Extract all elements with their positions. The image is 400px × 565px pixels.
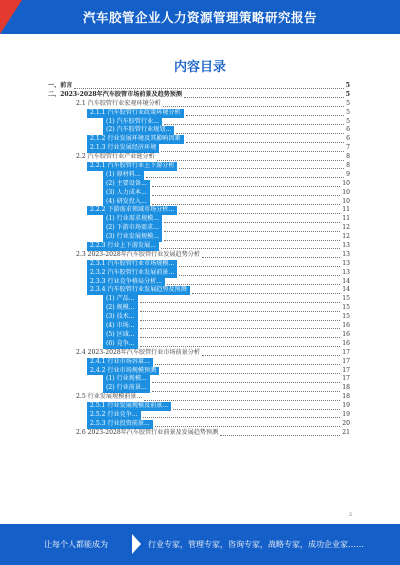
toc-entry-title: 2.2.2 下游需求领域市场分析... (87, 206, 177, 215)
toc-entry-title: (1) 行业需求规模... (103, 215, 162, 224)
toc-leader-dots (202, 252, 340, 258)
toc-entry[interactable] (48, 375, 350, 384)
toc-entry[interactable] (48, 82, 350, 91)
toc-entry-page: 21 (342, 428, 350, 436)
toc-entry-page: 18 (342, 393, 350, 401)
toc-entry-title: (6) 竞争... (103, 340, 138, 349)
toc-leader-dots (164, 226, 340, 232)
toc-entry-title: 2.2.1 汽车胶管行业上下游分析 (87, 162, 177, 171)
toc-entry-title: 2.5.1 行业发展规模及前景... (87, 402, 171, 411)
toc-entry[interactable] (48, 118, 350, 127)
toc-entry-title: (2) 行业前景... (103, 384, 150, 393)
toc-entry-title: 2.5.2 行业竞争... (87, 411, 141, 420)
toc-leader-dots (140, 332, 341, 338)
toc-entry[interactable] (48, 189, 350, 198)
toc-leader-dots (152, 181, 340, 187)
toc-entry-title: 2.5.3 行业投资前景... (87, 420, 153, 429)
toc-entry-page: 13 (342, 259, 350, 267)
toc-entry-page: 8 (346, 153, 350, 161)
toc-entry-page: 5 (345, 90, 350, 98)
toc-entry-page: 19 (342, 410, 350, 418)
toc-entry-page: 17 (342, 357, 350, 365)
toc-entry-title: 2.4.2 行业市场规模预测 (87, 367, 159, 376)
toc-entry-title: (2) 汽车胶管行业规划... (103, 126, 174, 135)
toc-entry-title: (4) 研发投入... (103, 198, 150, 207)
toc-leader-dots (163, 101, 344, 107)
table-of-contents (48, 82, 350, 438)
toc-entry-page: 18 (342, 384, 350, 392)
toc-entry-page: 10 (342, 188, 350, 196)
toc-leader-dots (140, 297, 341, 303)
toc-entry[interactable] (48, 384, 350, 393)
toc-entry-page: 5 (346, 99, 350, 107)
toc-entry[interactable] (48, 411, 350, 420)
toc-leader-dots (74, 83, 343, 89)
toc-leader-dots (184, 92, 344, 98)
toc-entry-page: 6 (346, 126, 350, 134)
toc-entry-page: 11 (342, 206, 350, 214)
footer-roles: 行业专家，管理专家，咨询专家，战略专家，成功企业家…… (148, 540, 364, 549)
toc-leader-dots (179, 270, 340, 276)
toc-entry-title: 2.2.3 行业上下游发展... (87, 242, 159, 251)
report-footer (0, 524, 400, 565)
toc-entry-title: 2.1.1 汽车胶管行业政策环境分析 (87, 109, 184, 118)
toc-entry[interactable] (48, 313, 350, 322)
toc-entry-title: (1) 原材料... (103, 171, 144, 180)
toc-leader-dots (202, 350, 340, 356)
toc-entry[interactable] (48, 367, 350, 376)
toc-leader-dots (192, 288, 341, 294)
toc-entry[interactable] (48, 420, 350, 429)
toc-leader-dots (152, 377, 340, 383)
toc-leader-dots (140, 323, 341, 329)
toc-entry[interactable] (48, 206, 350, 215)
toc-entry-page: 9 (346, 170, 350, 178)
toc-leader-dots (140, 341, 341, 347)
toc-entry[interactable] (48, 135, 350, 144)
toc-entry-page: 12 (342, 224, 350, 232)
toc-entry[interactable] (48, 340, 350, 349)
toc-entry[interactable] (48, 322, 350, 331)
toc-leader-dots (146, 172, 344, 178)
toc-entry-title: (3) 技术... (103, 313, 138, 322)
toc-leader-dots (161, 368, 340, 374)
toc-entry-page: 11 (342, 215, 350, 223)
toc-entry-page: 6 (346, 135, 350, 143)
toc-leader-dots (152, 199, 340, 205)
toc-leader-dots (220, 430, 340, 436)
toc-entry-page: 17 (342, 375, 350, 383)
toc-entry-title: 2.4 2023-2028年汽车胶管行业市场前景分析 (76, 348, 200, 356)
toc-leader-dots (161, 146, 344, 152)
toc-leader-dots (144, 395, 340, 401)
toc-entry[interactable] (48, 304, 350, 313)
toc-entry-title: (5) 区域... (103, 331, 138, 340)
toc-entry-title: (1) 行业规模... (103, 375, 150, 384)
toc-entry-page: 15 (342, 295, 350, 303)
toc-leader-dots (155, 421, 340, 427)
report-title: 汽车胶管企业人力资源管理策略研究报告 (82, 10, 317, 25)
toc-entry-page: 15 (342, 313, 350, 321)
toc-entry[interactable] (48, 171, 350, 180)
toc-leader-dots (164, 119, 344, 125)
toc-entry[interactable] (48, 162, 350, 171)
toc-entry-page: 12 (342, 233, 350, 241)
toc-entry[interactable] (48, 429, 350, 438)
toc-entry-title: (2) 规模... (103, 304, 138, 313)
toc-leader-dots (186, 137, 345, 143)
toc-entry-page: 15 (342, 304, 350, 312)
toc-entry[interactable] (48, 331, 350, 340)
toc-entry-title: 2.3.1 汽车胶管行业市场规模... (87, 260, 177, 269)
toc-entry-page: 10 (342, 197, 350, 205)
toc-entry-title: 2.3.4 汽车胶管行业发展趋势及预测 (87, 286, 190, 295)
toc-entry[interactable] (48, 144, 350, 153)
toc-leader-dots (157, 155, 344, 161)
toc-entry[interactable] (48, 242, 350, 251)
toc-entry-title: (1) 产品... (103, 295, 138, 304)
toc-entry[interactable] (48, 224, 350, 233)
toc-entry[interactable] (48, 215, 350, 224)
toc-entry-title: 2.3 2023-2028年汽车胶管行业发展趋势分析 (76, 250, 200, 258)
toc-entry-page: 16 (342, 330, 350, 338)
toc-entry-page: 13 (342, 268, 350, 276)
arrow-right-icon (132, 534, 141, 554)
toc-entry[interactable] (48, 295, 350, 304)
toc-entry-title: 2.1.3 行业发展经济环境 (87, 144, 159, 153)
toc-entry-page: 5 (346, 117, 350, 125)
toc-leader-dots (152, 386, 340, 392)
toc-leader-dots (164, 217, 340, 223)
toc-entry[interactable] (48, 349, 350, 358)
toc-entry[interactable] (48, 109, 350, 118)
toc-entry-title: 一、前言 (48, 82, 73, 89)
toc-entry-title: 2.5 行业发展规模前景... (76, 393, 143, 401)
toc-entry[interactable] (48, 126, 350, 135)
toc-entry[interactable] (48, 153, 350, 162)
toc-entry-title: 2.2 汽车胶管行业产业链分析 (76, 153, 155, 161)
toc-entry-page: 17 (342, 366, 350, 374)
toc-entry[interactable] (48, 402, 350, 411)
toc-leader-dots (140, 315, 341, 321)
toc-entry[interactable] (48, 91, 350, 100)
toc-leader-dots (179, 163, 344, 169)
toc-entry-page: 5 (345, 82, 350, 89)
toc-entry[interactable] (48, 269, 350, 278)
page-number: 2 (348, 512, 352, 518)
toc-entry-title: (4) 市场... (103, 322, 138, 331)
toc-leader-dots (186, 110, 345, 116)
toc-entry-title: (1) 汽车胶管行业... (103, 118, 162, 127)
toc-leader-dots (179, 208, 340, 214)
toc-entry[interactable] (48, 393, 350, 402)
toc-entry-page: 10 (342, 179, 350, 187)
toc-entry-page: 17 (342, 348, 350, 356)
toc-entry[interactable] (48, 100, 350, 109)
toc-entry[interactable] (48, 180, 350, 189)
toc-entry[interactable] (48, 233, 350, 242)
toc-entry-title: 二、2023-2028年汽车胶管市场前景及趋势预测 (48, 90, 182, 98)
toc-leader-dots (173, 404, 340, 410)
toc-leader-dots (161, 243, 340, 249)
toc-entry-page: 8 (346, 162, 350, 170)
toc-heading: 内容目录 (173, 60, 226, 75)
toc-entry-page: 13 (342, 250, 350, 258)
toc-entry-page: 7 (346, 144, 350, 152)
toc-entry-title: 2.1 汽车胶管行业宏观环境分析 (76, 99, 161, 107)
toc-entry-page: 16 (342, 339, 350, 347)
toc-leader-dots (152, 190, 340, 196)
toc-entry-page: 19 (342, 402, 350, 410)
toc-entry[interactable] (48, 260, 350, 269)
footer-slogan: 让每个人都能成为 (44, 540, 108, 549)
toc-leader-dots (167, 279, 340, 285)
toc-entry-page: 14 (342, 277, 350, 285)
toc-entry[interactable] (48, 251, 350, 260)
toc-entry-page: 13 (342, 242, 350, 250)
toc-entry-title: 2.1.2 行业发展环境及其影响因素 (87, 135, 184, 144)
toc-entry[interactable] (48, 286, 350, 295)
toc-entry-title: (3) 行业发展规模... (103, 233, 162, 242)
toc-leader-dots (164, 235, 340, 241)
toc-entry-page: 5 (346, 108, 350, 116)
toc-leader-dots (143, 412, 341, 418)
toc-entry-page: 16 (342, 322, 350, 330)
toc-entry-page: 14 (342, 286, 350, 294)
toc-entry-title: 2.3.3 行业竞争格局分析... (87, 278, 165, 287)
toc-entry-title: 2.3.2 汽车胶管行业发展前景... (87, 269, 177, 278)
toc-entry-title: 2.6 2023-2028年汽车胶管行业前景及发展趋势预测 (76, 428, 219, 436)
toc-leader-dots (176, 128, 344, 134)
toc-entry-page: 20 (342, 419, 350, 427)
toc-entry[interactable] (48, 358, 350, 367)
report-header (0, 0, 400, 34)
toc-entry-title: (2) 主要设备... (103, 180, 150, 189)
toc-entry-title: (2) 下游市场需求... (103, 224, 162, 233)
toc-leader-dots (155, 359, 340, 365)
toc-leader-dots (179, 261, 340, 267)
toc-leader-dots (140, 306, 341, 312)
toc-entry-title: (3) 人力成本... (103, 189, 150, 198)
toc-entry-title: 2.4.1 行业市场容量... (87, 358, 153, 367)
